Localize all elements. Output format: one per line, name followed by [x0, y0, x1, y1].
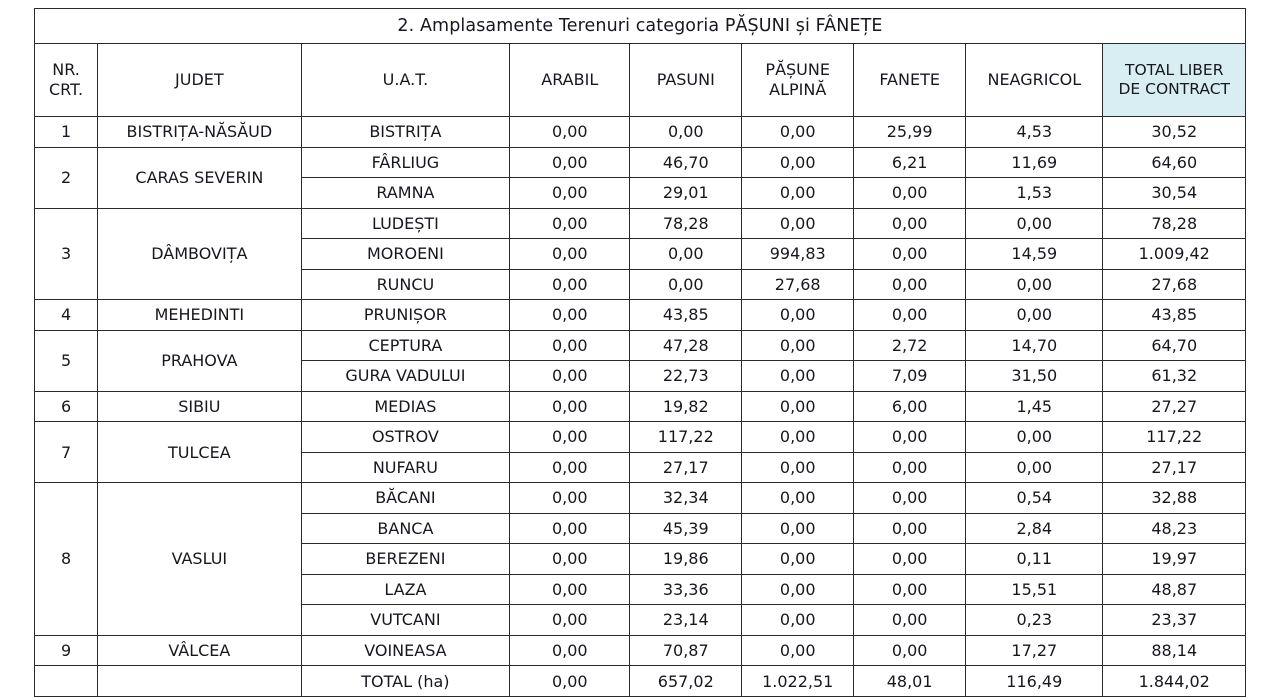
row-uat: RAMNA: [301, 178, 510, 209]
row-uat: MEDIAS: [301, 391, 510, 422]
row-neagricol: 11,69: [966, 147, 1103, 178]
row-alpina: 0,00: [742, 635, 854, 666]
row-neagricol: 0,00: [966, 452, 1103, 483]
row-uat: VOINEASA: [301, 635, 510, 666]
row-alpina: 0,00: [742, 605, 854, 636]
table-title-row: [35, 9, 1246, 44]
column-header-total-line1: TOTAL LIBER: [1124, 60, 1224, 79]
row-fanete: 0,00: [854, 513, 966, 544]
table-row: [35, 147, 1246, 178]
row-judet: MEHEDINTI: [98, 300, 302, 331]
row-pasuni: 117,22: [630, 422, 742, 453]
row-arabil: 0,00: [510, 605, 630, 636]
row-pasuni: 78,28: [630, 208, 742, 239]
row-total: 117,22: [1103, 422, 1246, 453]
row-alpina: 0,00: [742, 391, 854, 422]
row-fanete: 0,00: [854, 178, 966, 209]
row-neagricol: 2,84: [966, 513, 1103, 544]
row-alpina: 0,00: [742, 300, 854, 331]
row-uat: BĂCANI: [301, 483, 510, 514]
row-pasuni: 0,00: [630, 117, 742, 148]
table-header-row: [35, 44, 1246, 117]
row-pasuni: 19,82: [630, 391, 742, 422]
row-alpina: 0,00: [742, 330, 854, 361]
row-fanete: 6,21: [854, 147, 966, 178]
row-fanete: 0,00: [854, 300, 966, 331]
row-fanete: 0,00: [854, 635, 966, 666]
row-total: 48,23: [1103, 513, 1246, 544]
table-title: 2. Amplasamente Terenuri categoria PĂȘUNI și FÂNEȚE: [35, 9, 1246, 44]
totals-empty-judet: [98, 666, 302, 697]
row-neagricol: 14,59: [966, 239, 1103, 270]
totals-alpina: 1.022,51: [742, 666, 854, 697]
row-judet: TULCEA: [98, 422, 302, 483]
column-header-pasune-alpina-line1: PĂȘUNE: [765, 60, 830, 79]
table-row: [35, 483, 1246, 514]
column-header-arabil: ARABIL: [510, 44, 630, 117]
row-arabil: 0,00: [510, 239, 630, 270]
row-arabil: 0,00: [510, 147, 630, 178]
totals-arabil: 0,00: [510, 666, 630, 697]
row-fanete: 25,99: [854, 117, 966, 148]
totals-neagricol: 116,49: [966, 666, 1103, 697]
row-nr: 8: [35, 483, 98, 636]
row-pasuni: 0,00: [630, 239, 742, 270]
row-pasuni: 23,14: [630, 605, 742, 636]
row-arabil: 0,00: [510, 635, 630, 666]
row-alpina: 0,00: [742, 422, 854, 453]
table-row: [35, 117, 1246, 148]
row-nr: 5: [35, 330, 98, 391]
table-row: [35, 330, 1246, 361]
row-nr: 6: [35, 391, 98, 422]
row-neagricol: 0,00: [966, 300, 1103, 331]
row-total: 30,54: [1103, 178, 1246, 209]
row-nr: 1: [35, 117, 98, 148]
row-pasuni: 43,85: [630, 300, 742, 331]
totals-fanete: 48,01: [854, 666, 966, 697]
row-alpina: 0,00: [742, 178, 854, 209]
row-judet: DÂMBOVIȚA: [98, 208, 302, 300]
row-nr: 4: [35, 300, 98, 331]
row-arabil: 0,00: [510, 513, 630, 544]
row-arabil: 0,00: [510, 178, 630, 209]
row-neagricol: 4,53: [966, 117, 1103, 148]
row-judet: VÂLCEA: [98, 635, 302, 666]
row-uat: RUNCU: [301, 269, 510, 300]
row-uat: VUTCANI: [301, 605, 510, 636]
table-row: [35, 391, 1246, 422]
row-fanete: 0,00: [854, 605, 966, 636]
row-pasuni: 0,00: [630, 269, 742, 300]
column-header-pasune-alpina: [742, 44, 854, 117]
row-arabil: 0,00: [510, 330, 630, 361]
row-fanete: 0,00: [854, 574, 966, 605]
row-nr: 3: [35, 208, 98, 300]
row-alpina: 0,00: [742, 483, 854, 514]
row-fanete: 0,00: [854, 239, 966, 270]
column-header-judet: JUDET: [98, 44, 302, 117]
row-total: 27,68: [1103, 269, 1246, 300]
table-row: [35, 208, 1246, 239]
row-fanete: 0,00: [854, 483, 966, 514]
row-total: 43,85: [1103, 300, 1246, 331]
row-neagricol: 0,11: [966, 544, 1103, 575]
row-arabil: 0,00: [510, 208, 630, 239]
row-uat: OSTROV: [301, 422, 510, 453]
row-neagricol: 0,23: [966, 605, 1103, 636]
totals-pasuni: 657,02: [630, 666, 742, 697]
row-nr: 9: [35, 635, 98, 666]
column-header-neagricol: NEAGRICOL: [966, 44, 1103, 117]
row-alpina: 27,68: [742, 269, 854, 300]
row-arabil: 0,00: [510, 269, 630, 300]
row-alpina: 0,00: [742, 513, 854, 544]
row-uat: BISTRIȚA: [301, 117, 510, 148]
row-neagricol: 0,00: [966, 422, 1103, 453]
row-total: 32,88: [1103, 483, 1246, 514]
row-fanete: 0,00: [854, 452, 966, 483]
row-arabil: 0,00: [510, 452, 630, 483]
row-uat: FÂRLIUG: [301, 147, 510, 178]
row-arabil: 0,00: [510, 117, 630, 148]
row-pasuni: 19,86: [630, 544, 742, 575]
row-arabil: 0,00: [510, 300, 630, 331]
row-total: 64,70: [1103, 330, 1246, 361]
row-neagricol: 1,45: [966, 391, 1103, 422]
amplasamente-table: [34, 8, 1246, 697]
row-arabil: 0,00: [510, 574, 630, 605]
column-header-fanete: FANETE: [854, 44, 966, 117]
row-neagricol: 0,54: [966, 483, 1103, 514]
row-neagricol: 0,00: [966, 269, 1103, 300]
row-total: 64,60: [1103, 147, 1246, 178]
row-total: 88,14: [1103, 635, 1246, 666]
row-uat: GURA VADULUI: [301, 361, 510, 392]
table-row: [35, 422, 1246, 453]
column-header-nr-crt-line1: NR.: [52, 60, 80, 79]
row-neagricol: 15,51: [966, 574, 1103, 605]
row-judet: BISTRIȚA-NĂSĂUD: [98, 117, 302, 148]
table-row: [35, 300, 1246, 331]
row-total: 78,28: [1103, 208, 1246, 239]
row-fanete: 0,00: [854, 422, 966, 453]
row-fanete: 0,00: [854, 544, 966, 575]
row-alpina: 0,00: [742, 361, 854, 392]
totals-label: TOTAL (ha): [301, 666, 510, 697]
row-total: 27,17: [1103, 452, 1246, 483]
row-pasuni: 33,36: [630, 574, 742, 605]
totals-total: 1.844,02: [1103, 666, 1246, 697]
column-header-nr-crt-line2: CRT.: [49, 80, 84, 99]
row-pasuni: 47,28: [630, 330, 742, 361]
row-alpina: 0,00: [742, 117, 854, 148]
row-alpina: 0,00: [742, 208, 854, 239]
row-uat: LUDEȘTI: [301, 208, 510, 239]
row-pasuni: 22,73: [630, 361, 742, 392]
row-neagricol: 0,00: [966, 208, 1103, 239]
row-judet: PRAHOVA: [98, 330, 302, 391]
row-nr: 2: [35, 147, 98, 208]
row-judet: CARAS SEVERIN: [98, 147, 302, 208]
row-uat: PRUNIȘOR: [301, 300, 510, 331]
row-uat: MOROENI: [301, 239, 510, 270]
row-total: 48,87: [1103, 574, 1246, 605]
column-header-total-liber-de-contract: [1103, 44, 1246, 117]
row-total: 19,97: [1103, 544, 1246, 575]
row-arabil: 0,00: [510, 483, 630, 514]
totals-row: [35, 666, 1246, 697]
table-row: [35, 635, 1246, 666]
row-fanete: 7,09: [854, 361, 966, 392]
row-pasuni: 29,01: [630, 178, 742, 209]
row-fanete: 2,72: [854, 330, 966, 361]
row-neagricol: 31,50: [966, 361, 1103, 392]
row-arabil: 0,00: [510, 544, 630, 575]
row-arabil: 0,00: [510, 422, 630, 453]
row-pasuni: 45,39: [630, 513, 742, 544]
row-neagricol: 17,27: [966, 635, 1103, 666]
row-total: 27,27: [1103, 391, 1246, 422]
row-fanete: 0,00: [854, 269, 966, 300]
column-header-total-line2: DE CONTRACT: [1118, 80, 1230, 98]
row-arabil: 0,00: [510, 361, 630, 392]
column-header-uat: U.A.T.: [301, 44, 510, 117]
row-judet: VASLUI: [98, 483, 302, 636]
row-alpina: 994,83: [742, 239, 854, 270]
row-pasuni: 70,87: [630, 635, 742, 666]
row-total: 1.009,42: [1103, 239, 1246, 270]
row-fanete: 6,00: [854, 391, 966, 422]
row-alpina: 0,00: [742, 147, 854, 178]
row-nr: 7: [35, 422, 98, 483]
row-uat: NUFARU: [301, 452, 510, 483]
row-neagricol: 14,70: [966, 330, 1103, 361]
row-total: 61,32: [1103, 361, 1246, 392]
row-uat: CEPTURA: [301, 330, 510, 361]
row-uat: BANCA: [301, 513, 510, 544]
row-neagricol: 1,53: [966, 178, 1103, 209]
row-alpina: 0,00: [742, 544, 854, 575]
row-alpina: 0,00: [742, 452, 854, 483]
totals-empty-nr: [35, 666, 98, 697]
column-header-pasune-alpina-line2: ALPINĂ: [769, 80, 827, 99]
column-header-nr-crt: [35, 44, 98, 117]
row-judet: SIBIU: [98, 391, 302, 422]
row-alpina: 0,00: [742, 574, 854, 605]
row-uat: LAZA: [301, 574, 510, 605]
row-arabil: 0,00: [510, 391, 630, 422]
row-pasuni: 46,70: [630, 147, 742, 178]
row-total: 30,52: [1103, 117, 1246, 148]
row-pasuni: 27,17: [630, 452, 742, 483]
row-fanete: 0,00: [854, 208, 966, 239]
row-pasuni: 32,34: [630, 483, 742, 514]
row-uat: BEREZENI: [301, 544, 510, 575]
column-header-pasuni: PASUNI: [630, 44, 742, 117]
row-total: 23,37: [1103, 605, 1246, 636]
